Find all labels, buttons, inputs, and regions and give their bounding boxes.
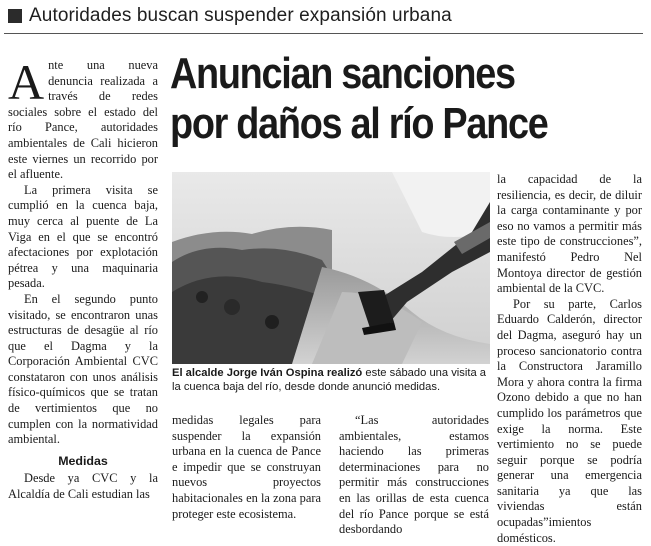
- photo-caption: [172, 366, 490, 394]
- subheading: Medidas: [58, 453, 108, 468]
- article-photo: [172, 172, 490, 364]
- article-paragraph: [8, 54, 158, 183]
- article-column-1: [8, 54, 158, 503]
- article-column-3: [339, 413, 489, 538]
- section-banner-text: Autoridades buscan suspender expansión urbana: [29, 5, 452, 26]
- article-paragraph: En el segundo punto visitado, se encontraron unas estructuras de desagüe al río que el Dagma y la Corporación Ambiental CVC constataron con unos análisis físico-químicos que se tratan de vertimientos que no cumplen con la normatividad ambiental.: [8, 291, 158, 447]
- headline-line-2: por daños al río Pance: [170, 99, 548, 148]
- article-column-4: [497, 172, 642, 546]
- headline: [170, 49, 579, 149]
- article-paragraph: “Las autoridades ambientales, estamos haciendo las primeras determinaciones para no permitir más construcciones en las orillas de esta cuenca del río Pance porque se está desbordando: [339, 413, 489, 537]
- article-column-2: [172, 413, 321, 522]
- article-paragraph: Por su parte, Carlos Eduardo Calderón, director del Dagma, aseguró hay un proceso sancionatorio contra la Constructora Jaramillo Mora y ahora contra la firma Ozono debido a que no han cumplido los parámetros que exige la norma. Este vertimiento no se puede seguir porque se podría generar una emergencia sanitaria ya que las viviendas están ocupadas”imientos domésticos.: [497, 296, 642, 545]
- article-paragraph: medidas legales para suspender la expansión urbana en la cuenca de Pance e impedir que se construyan nuevos proyectos habitacionales en la zona para proteger este ecosistema.: [172, 413, 321, 521]
- caption-text: este sábado una visita a la cuenca baja del río, desde donde anunció medidas.: [172, 367, 487, 393]
- article-paragraph: Desde ya CVC y la Alcaldía de Cali estudian las: [8, 471, 158, 502]
- caption-bold: El alcalde Jorge Iván Ospina realizó: [172, 367, 363, 379]
- section-square-icon: [8, 9, 22, 23]
- article-paragraph: la capacidad de la resiliencia, es decir, de diluir la carga contaminante y por eso no vamos a permitir más este tipo de construcciones”, manifestó Pedro Nel Montoya director de gestión ambiental de la CVC.: [497, 172, 642, 296]
- article-paragraph: La primera visita se cumplió en la cuenca baja, muy cerca al puente de La Viga en el que se encontró afectaciones por explotación pétrea y una maquinaria pesada.: [8, 182, 158, 291]
- headline-line-1: Anuncian sanciones: [170, 49, 515, 98]
- section-divider: [4, 33, 643, 34]
- section-banner: [4, 3, 452, 29]
- drop-cap: A: [8, 54, 45, 110]
- paragraph-text: nte una nueva denuncia realizada a través de redes sociales sobre el estado del río Pance, autoridades ambientales de Cali hicieron este viernes un recorrido por el afluente.: [8, 58, 158, 182]
